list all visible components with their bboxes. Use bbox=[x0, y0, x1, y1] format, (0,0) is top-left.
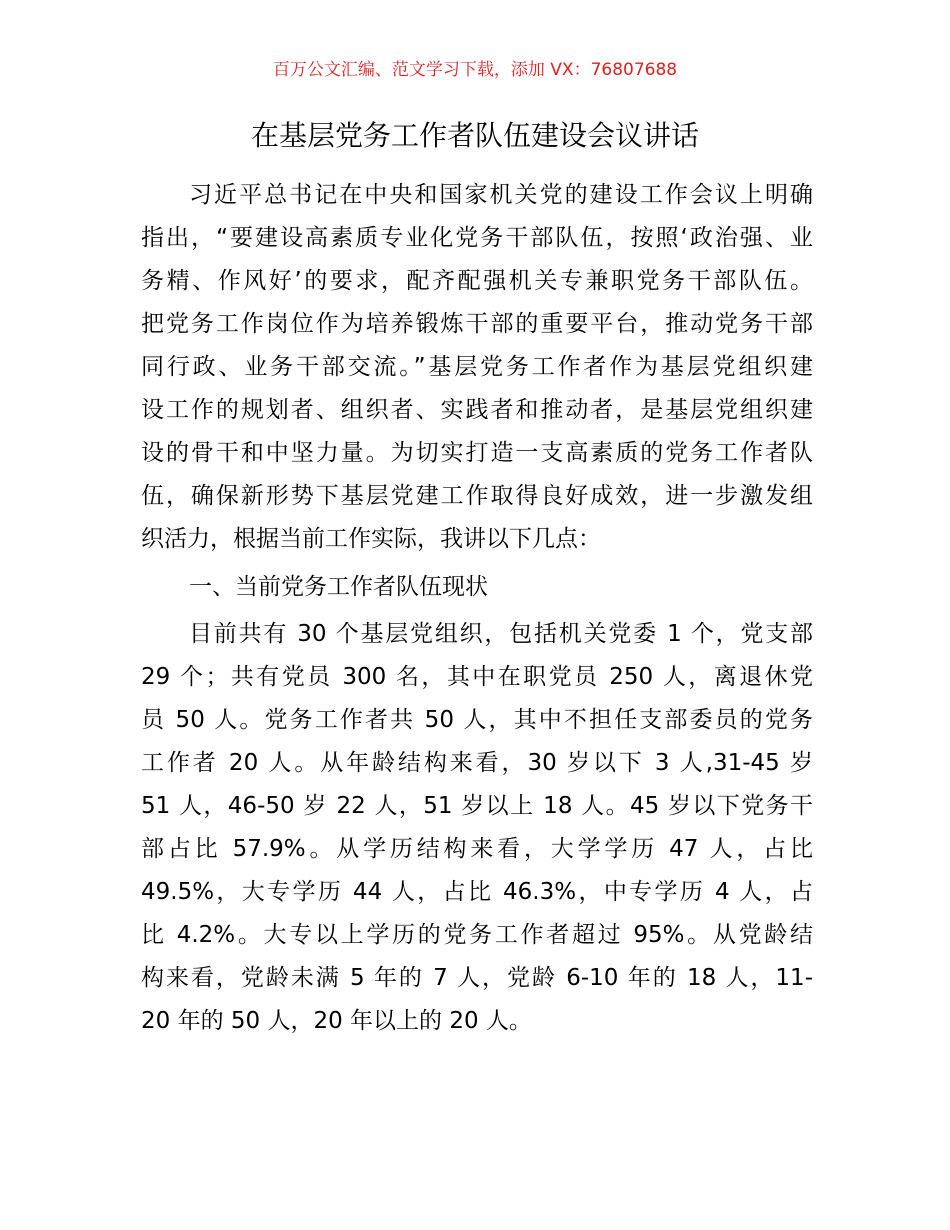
paragraph-line: 51 人，46-50 岁 22 人，51 岁以上 18 人。45 岁以下党务干 bbox=[141, 793, 813, 819]
paragraph-line: 务精、作风好’的要求，配齐配强机关专兼职党务干部队伍。 bbox=[141, 268, 813, 294]
paragraph-line: 比 4.2%。大专以上学历的党务工作者超过 95%。从党龄结 bbox=[141, 922, 813, 948]
paragraph-status bbox=[141, 613, 813, 1043]
paragraph-line: 把党务工作岗位作为培养锻炼干部的重要平台，推动党务干部 bbox=[141, 311, 813, 337]
paragraph-line: 习近平总书记在中央和国家机关党的建设工作会议上明确 bbox=[189, 182, 813, 208]
paragraph-line: 伍，确保新形势下基层党建工作取得良好成效，进一步激发组 bbox=[141, 483, 813, 509]
paragraph-line: 设的骨干和中坚力量。为切实打造一支高素质的党务工作者队 bbox=[141, 440, 813, 466]
document-body bbox=[141, 174, 813, 1043]
paragraph-line: 织活力，根据当前工作实际，我讲以下几点： bbox=[141, 526, 601, 552]
paragraph-line: 员 50 人。党务工作者共 50 人，其中不担任支部委员的党务 bbox=[141, 707, 813, 733]
paragraph-line: 49.5%，大专学历 44 人，占比 46.3%，中专学历 4 人，占 bbox=[141, 879, 813, 905]
paragraph-line: 指出，“要建设高素质专业化党务干部队伍，按照‘政治强、业 bbox=[141, 225, 813, 251]
paragraph-line: 同行政、业务干部交流。”基层党务工作者作为基层党组织建 bbox=[141, 354, 813, 380]
watermark-header: 百万公文汇编、范文学习下载，添加 VX：76807688 bbox=[272, 60, 678, 80]
paragraph-line: 20 年的 50 人，20 年以上的 20 人。 bbox=[141, 1008, 532, 1034]
paragraph-line: 工作者 20 人。从年龄结构来看，30 岁以下 3 人,31-45 岁 bbox=[141, 750, 813, 776]
paragraph-line: 部占比 57.9%。从学历结构来看，大学学历 47 人，占比 bbox=[141, 836, 813, 862]
paragraph-line: 构来看，党龄未满 5 年的 7 人，党龄 6-10 年的 18 人，11- bbox=[141, 965, 813, 991]
paragraph-line: 29 个；共有党员 300 名，其中在职党员 250 人，离退休党 bbox=[141, 664, 813, 690]
paragraph-intro bbox=[141, 174, 813, 561]
paragraph-line: 设工作的规划者、组织者、实践者和推动者，是基层党组织建 bbox=[141, 397, 813, 423]
document-title: 在基层党务工作者队伍建设会议讲话 bbox=[250, 119, 699, 152]
section-heading: 一、当前党务工作者队伍现状 bbox=[189, 573, 488, 600]
paragraph-line: 目前共有 30 个基层党组织，包括机关党委 1 个，党支部 bbox=[189, 621, 813, 647]
